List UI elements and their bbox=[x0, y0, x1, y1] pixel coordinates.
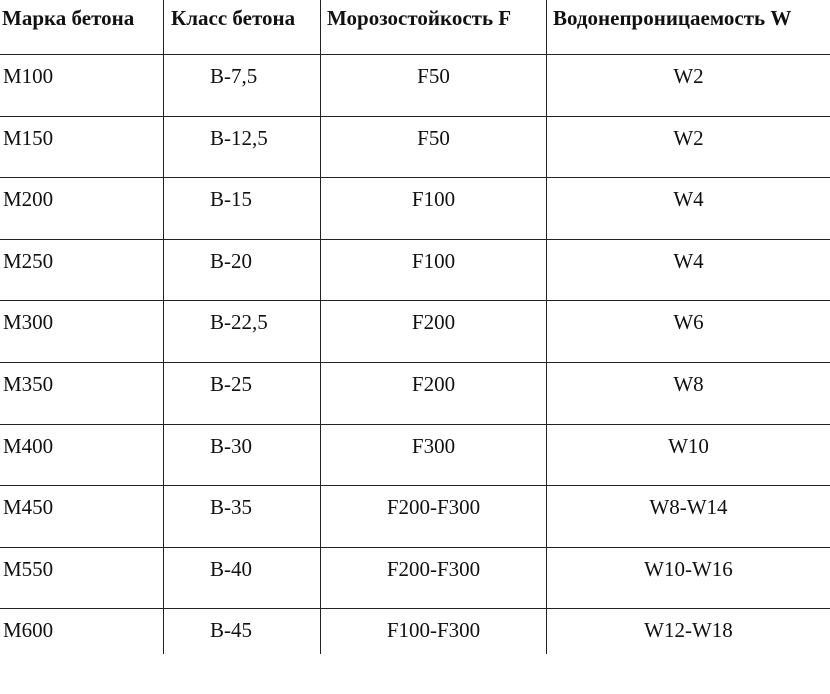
table-row bbox=[0, 548, 830, 610]
cell-frost-resistance: F300 bbox=[320, 425, 546, 486]
cell-class: В-15 bbox=[163, 178, 320, 239]
cell-class: В-20 bbox=[163, 240, 320, 301]
cell-grade: М400 bbox=[3, 433, 54, 458]
cell-frost-resistance: F100-F300 bbox=[320, 609, 546, 654]
cell-class: В-40 bbox=[163, 548, 320, 609]
cell-class: В-35 bbox=[163, 486, 320, 547]
cell-water-resistance: W12-W18 bbox=[546, 609, 830, 654]
cell-grade: М350 bbox=[3, 371, 54, 396]
header-cell-frost-resistance: Морозостойкость F bbox=[320, 0, 546, 54]
cell-grade: М200 bbox=[3, 187, 54, 212]
cell-frost-resistance: F200-F300 bbox=[320, 548, 546, 609]
table-row bbox=[0, 240, 830, 302]
cell-water-resistance: W2 bbox=[546, 55, 830, 116]
cell-grade: М100 bbox=[3, 64, 54, 88]
header-cell-class: Класс бетона bbox=[163, 0, 320, 54]
cell-grade: М300 bbox=[3, 310, 54, 335]
cell-frost-resistance: F100 bbox=[320, 178, 546, 239]
cell-class: В-7,5 bbox=[163, 55, 320, 116]
cell-frost-resistance: F50 bbox=[320, 117, 546, 178]
table-row bbox=[0, 178, 830, 240]
cell-class: В-45 bbox=[163, 609, 320, 654]
cell-water-resistance: W8-W14 bbox=[546, 486, 830, 547]
cell-class: В-22,5 bbox=[163, 301, 320, 362]
cell-water-resistance: W2 bbox=[546, 117, 830, 178]
table-row bbox=[0, 425, 830, 487]
cell-class: В-12,5 bbox=[163, 117, 320, 178]
cell-water-resistance: W4 bbox=[546, 178, 830, 239]
cell-class: В-30 bbox=[163, 425, 320, 486]
table-row bbox=[0, 117, 830, 179]
header-cell-water-resistance: Водонепроницаемость W bbox=[546, 0, 830, 54]
cell-frost-resistance: F100 bbox=[320, 240, 546, 301]
table-row bbox=[0, 363, 830, 425]
table-row bbox=[0, 486, 830, 548]
cell-water-resistance: W10 bbox=[546, 425, 830, 486]
cell-frost-resistance: F50 bbox=[320, 55, 546, 116]
cell-water-resistance: W8 bbox=[546, 363, 830, 424]
cell-water-resistance: W4 bbox=[546, 240, 830, 301]
cell-grade: М550 bbox=[3, 556, 54, 581]
cell-grade: М150 bbox=[3, 125, 54, 150]
table-header-row bbox=[0, 0, 830, 55]
cell-grade: М250 bbox=[3, 248, 54, 273]
cell-water-resistance: W6 bbox=[546, 301, 830, 362]
cell-grade: М450 bbox=[3, 495, 54, 520]
table-row bbox=[0, 609, 830, 654]
cell-frost-resistance: F200-F300 bbox=[320, 486, 546, 547]
cell-frost-resistance: F200 bbox=[320, 363, 546, 424]
table-row bbox=[0, 301, 830, 363]
cell-frost-resistance: F200 bbox=[320, 301, 546, 362]
cell-water-resistance: W10-W16 bbox=[546, 548, 830, 609]
header-cell-grade: Марка бетона bbox=[2, 6, 135, 30]
cell-grade: М600 bbox=[3, 618, 54, 643]
table-row bbox=[0, 55, 830, 117]
cell-class: В-25 bbox=[163, 363, 320, 424]
